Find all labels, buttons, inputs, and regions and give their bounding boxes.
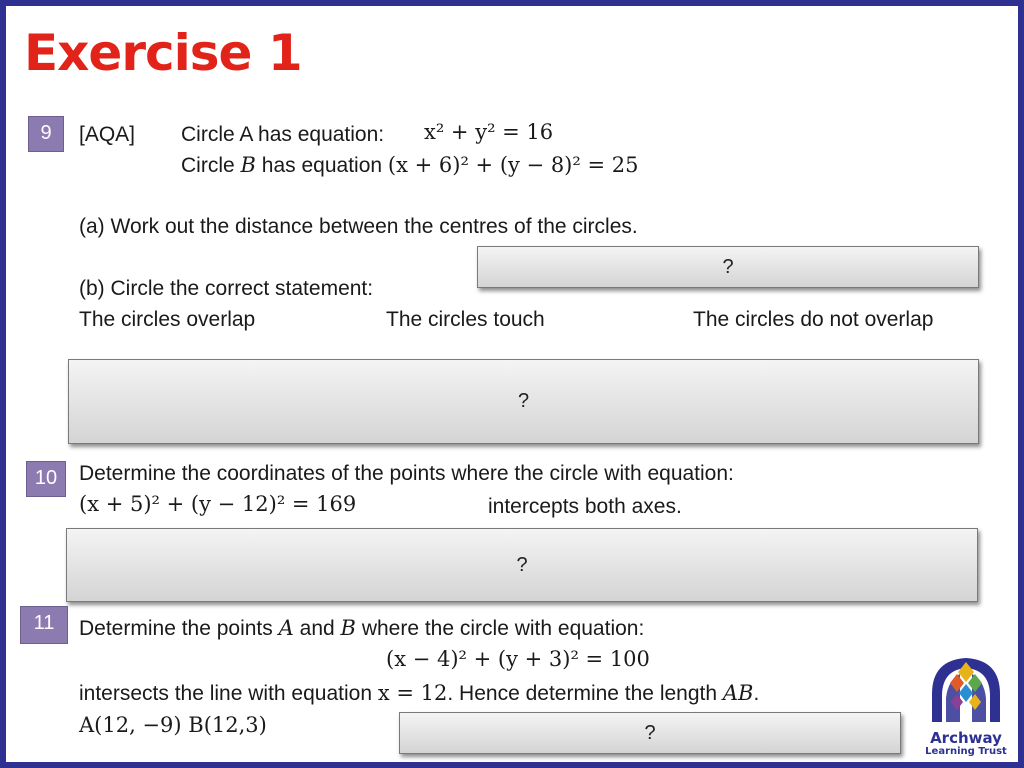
q9-line1-text: Circle A has equation: xyxy=(181,123,385,146)
answer-a-reveal-button[interactable]: ? xyxy=(477,246,979,288)
answer-11-reveal-button[interactable]: ? xyxy=(399,712,901,754)
q9-var-b: B xyxy=(240,153,256,177)
q9-part-a: (a) Work out the distance between the centres of the circles. xyxy=(79,215,638,238)
q10-line1: Determine the coordinates of the points where the circle with equation: xyxy=(79,462,734,485)
logo-name: Archway xyxy=(930,729,1002,747)
option-overlap[interactable]: The circles overlap xyxy=(79,308,256,331)
question-9-badge: 9 xyxy=(28,116,64,152)
q11-and: and xyxy=(299,617,335,640)
q11-line3-pre: intersects the line with equation xyxy=(79,682,373,705)
question-11-badge: 11 xyxy=(20,606,68,644)
slide xyxy=(6,6,1018,762)
q9-part-b: (b) Circle the correct statement: xyxy=(79,277,374,300)
q11-result: A(12, −9) B(12,3) xyxy=(79,713,267,737)
answer-b-reveal-button[interactable]: ? xyxy=(68,359,979,444)
option-touch[interactable]: The circles touch xyxy=(386,308,545,331)
answer-10-reveal-button[interactable]: ? xyxy=(66,528,978,602)
q11-equation: (x − 4)² + (y + 3)² = 100 xyxy=(386,647,650,671)
option-no-overlap[interactable]: The circles do not overlap xyxy=(693,308,934,331)
q11-var-b: B xyxy=(340,616,356,640)
q10-equation: (x + 5)² + (y − 12)² = 169 xyxy=(79,492,357,516)
q11-var-ab: AB xyxy=(722,681,754,705)
q9-line2 xyxy=(181,153,638,178)
q11-line-equation: x = 12 xyxy=(377,681,448,705)
archway-arch-icon xyxy=(926,654,1006,724)
question-10-badge: 10 xyxy=(26,461,66,497)
q10-suffix: intercepts both axes. xyxy=(488,495,682,518)
q9-line2-pre: Circle xyxy=(181,154,235,177)
q9-line2-mid: has equation xyxy=(261,154,383,177)
q11-line3 xyxy=(79,681,759,706)
q9-circle-a-equation: x² + y² = 16 xyxy=(424,120,554,144)
q11-line1-pre: Determine the points xyxy=(79,617,273,640)
q11-line1 xyxy=(79,616,644,641)
logo-subtitle: Learning Trust xyxy=(925,746,1007,757)
q9-source: [AQA] xyxy=(79,123,136,146)
q11-line3-post: . Hence determine the length xyxy=(447,682,718,705)
q11-line1-post: where the circle with equation: xyxy=(361,617,645,640)
q11-var-a: A xyxy=(278,616,294,640)
q11-line3-end: . xyxy=(753,682,760,705)
page-title: Exercise 1 xyxy=(24,24,302,82)
archway-logo xyxy=(918,654,1014,758)
q9-circle-b-equation: (x + 6)² + (y − 8)² = 25 xyxy=(387,153,639,177)
